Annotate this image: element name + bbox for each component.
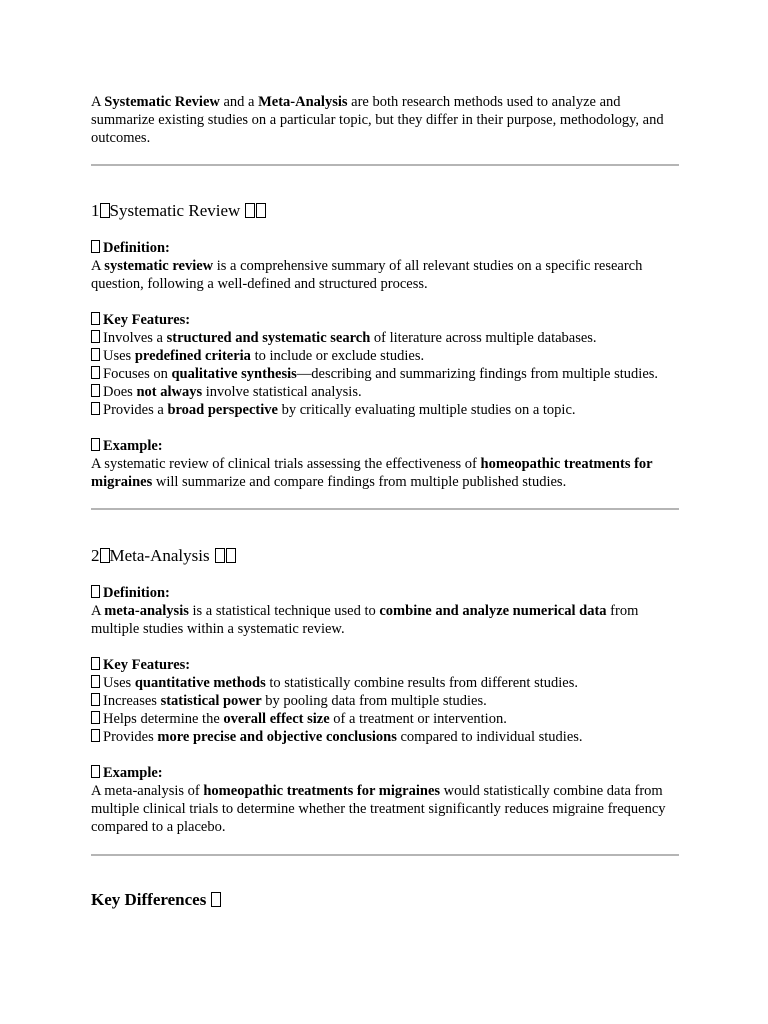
text-run: to include or exclude studies. (250, 348, 425, 364)
text-run: Focuses on (103, 366, 172, 382)
text-run: is a statistical technique used to (188, 603, 380, 619)
missing-glyph-icon (91, 330, 100, 343)
example-label-text: Example: (103, 438, 163, 454)
horizontal-divider (91, 508, 679, 510)
example-label (91, 764, 679, 782)
section-title: Meta-Analysis (109, 546, 210, 565)
missing-glyph-icon (245, 203, 255, 218)
text-run: Uses (103, 348, 135, 364)
list-item (91, 692, 679, 710)
bold-run: qualitative synthesis (171, 366, 297, 382)
bold-run: predefined criteria (134, 348, 251, 364)
list-item (91, 728, 679, 746)
intro-text: A (91, 94, 105, 110)
missing-glyph-icon (100, 203, 110, 218)
bold-run: systematic review (104, 258, 214, 274)
text-run: A meta-analysis of (91, 783, 204, 799)
text-run: Helps determine the (103, 711, 224, 727)
text-run: by critically evaluating multiple studies on a topic. (277, 402, 576, 418)
missing-glyph-icon (91, 585, 100, 598)
key-features-label (91, 656, 679, 674)
horizontal-divider (91, 164, 679, 166)
text-run: involve statistical analysis. (202, 384, 362, 400)
bold-run: structured and systematic search (166, 330, 371, 346)
text-run: of a treatment or intervention. (329, 711, 507, 727)
section-title: Key Differences (91, 890, 207, 909)
missing-glyph-icon (226, 548, 236, 563)
text-run: will summarize and compare findings from multiple published studies. (152, 474, 567, 490)
text-run: Provides a (103, 402, 168, 418)
intro-term-systematic-review: Systematic Review (104, 94, 220, 110)
bold-run: not always (136, 384, 203, 400)
document-page (91, 93, 679, 911)
text-run: to statistically combine results from different studies. (265, 675, 578, 691)
missing-glyph-icon (256, 203, 266, 218)
list-item (91, 383, 679, 401)
definition-label (91, 584, 679, 602)
text-run: would statistically combine data from multiple clinical trials to determine whether the treatment significantly reduces migraine frequency compared to a placebo. (91, 783, 666, 835)
key-features-label-text: Key Features: (103, 312, 191, 328)
text-run: Provides (103, 729, 158, 745)
example-text (91, 782, 679, 836)
bold-run: homeopathic treatments for migraines (91, 456, 653, 490)
list-item (91, 365, 679, 383)
key-features-label (91, 311, 679, 329)
missing-glyph-icon (91, 348, 100, 361)
intro-text: are both research methods used to analyze and summarize existing studies on a particular topic, but they differ in their purpose, methodology, and outcomes. (91, 94, 664, 146)
definition-text (91, 257, 679, 293)
example-block (91, 764, 679, 836)
section-number: 1 (91, 201, 100, 220)
definition-label-text: Definition: (103, 240, 170, 256)
example-label-text: Example: (103, 765, 163, 781)
section-heading-systematic-review (91, 200, 679, 222)
definition-label (91, 239, 679, 257)
list-item (91, 347, 679, 365)
text-run: A (91, 258, 105, 274)
key-features-label-text: Key Features: (103, 657, 191, 673)
text-run: Involves a (103, 330, 167, 346)
bold-run: more precise and objective conclusions (157, 729, 397, 745)
intro-text: and a (219, 94, 259, 110)
definition-label-text: Definition: (103, 585, 170, 601)
text-run: by pooling data from multiple studies. (261, 693, 487, 709)
text-run: A systematic review of clinical trials assessing the effectiveness of (91, 456, 481, 472)
missing-glyph-icon (91, 693, 100, 706)
missing-glyph-icon (91, 711, 100, 724)
list-item (91, 710, 679, 728)
bold-run: combine and analyze numerical data (379, 603, 607, 619)
missing-glyph-icon (91, 729, 100, 742)
example-label (91, 437, 679, 455)
section-heading-meta-analysis (91, 545, 679, 567)
example-block (91, 437, 679, 491)
text-run: compared to individual studies. (396, 729, 583, 745)
missing-glyph-icon (91, 240, 100, 253)
missing-glyph-icon (100, 548, 110, 563)
definition-text (91, 602, 679, 638)
horizontal-divider (91, 854, 679, 856)
missing-glyph-icon (91, 366, 100, 379)
bold-run: statistical power (160, 693, 262, 709)
list-item (91, 401, 679, 419)
missing-glyph-icon (91, 384, 100, 397)
text-run: A (91, 603, 105, 619)
missing-glyph-icon (91, 765, 100, 778)
text-run: is a comprehensive summary of all relevant studies on a specific research question, following a well-defined and structured process. (91, 258, 643, 292)
missing-glyph-icon (211, 892, 221, 907)
missing-glyph-icon (91, 675, 100, 688)
bold-run: broad perspective (167, 402, 278, 418)
missing-glyph-icon (91, 312, 100, 325)
text-run: of literature across multiple databases. (370, 330, 597, 346)
list-item (91, 674, 679, 692)
missing-glyph-icon (91, 657, 100, 670)
text-run: Does (103, 384, 137, 400)
example-text (91, 455, 679, 491)
text-run: —describing and summarizing findings from multiple studies. (296, 366, 659, 382)
list-item (91, 329, 679, 347)
definition-block (91, 239, 679, 293)
bold-run: overall effect size (223, 711, 330, 727)
text-run: Increases (103, 693, 161, 709)
bold-run: meta-analysis (104, 603, 189, 619)
section-heading-key-differences (91, 889, 679, 911)
intro-term-meta-analysis: Meta-Analysis (258, 94, 348, 110)
missing-glyph-icon (215, 548, 225, 563)
bold-run: homeopathic treatments for migraines (203, 783, 441, 799)
key-features-block (91, 656, 679, 746)
bold-run: quantitative methods (134, 675, 266, 691)
section-title: Systematic Review (109, 201, 241, 220)
key-features-block (91, 311, 679, 419)
text-run: from multiple studies within a systematic review. (91, 603, 639, 637)
section-number: 2 (91, 546, 100, 565)
definition-block (91, 584, 679, 638)
intro-paragraph (91, 93, 679, 147)
missing-glyph-icon (91, 402, 100, 415)
text-run: Uses (103, 675, 135, 691)
missing-glyph-icon (91, 438, 100, 451)
